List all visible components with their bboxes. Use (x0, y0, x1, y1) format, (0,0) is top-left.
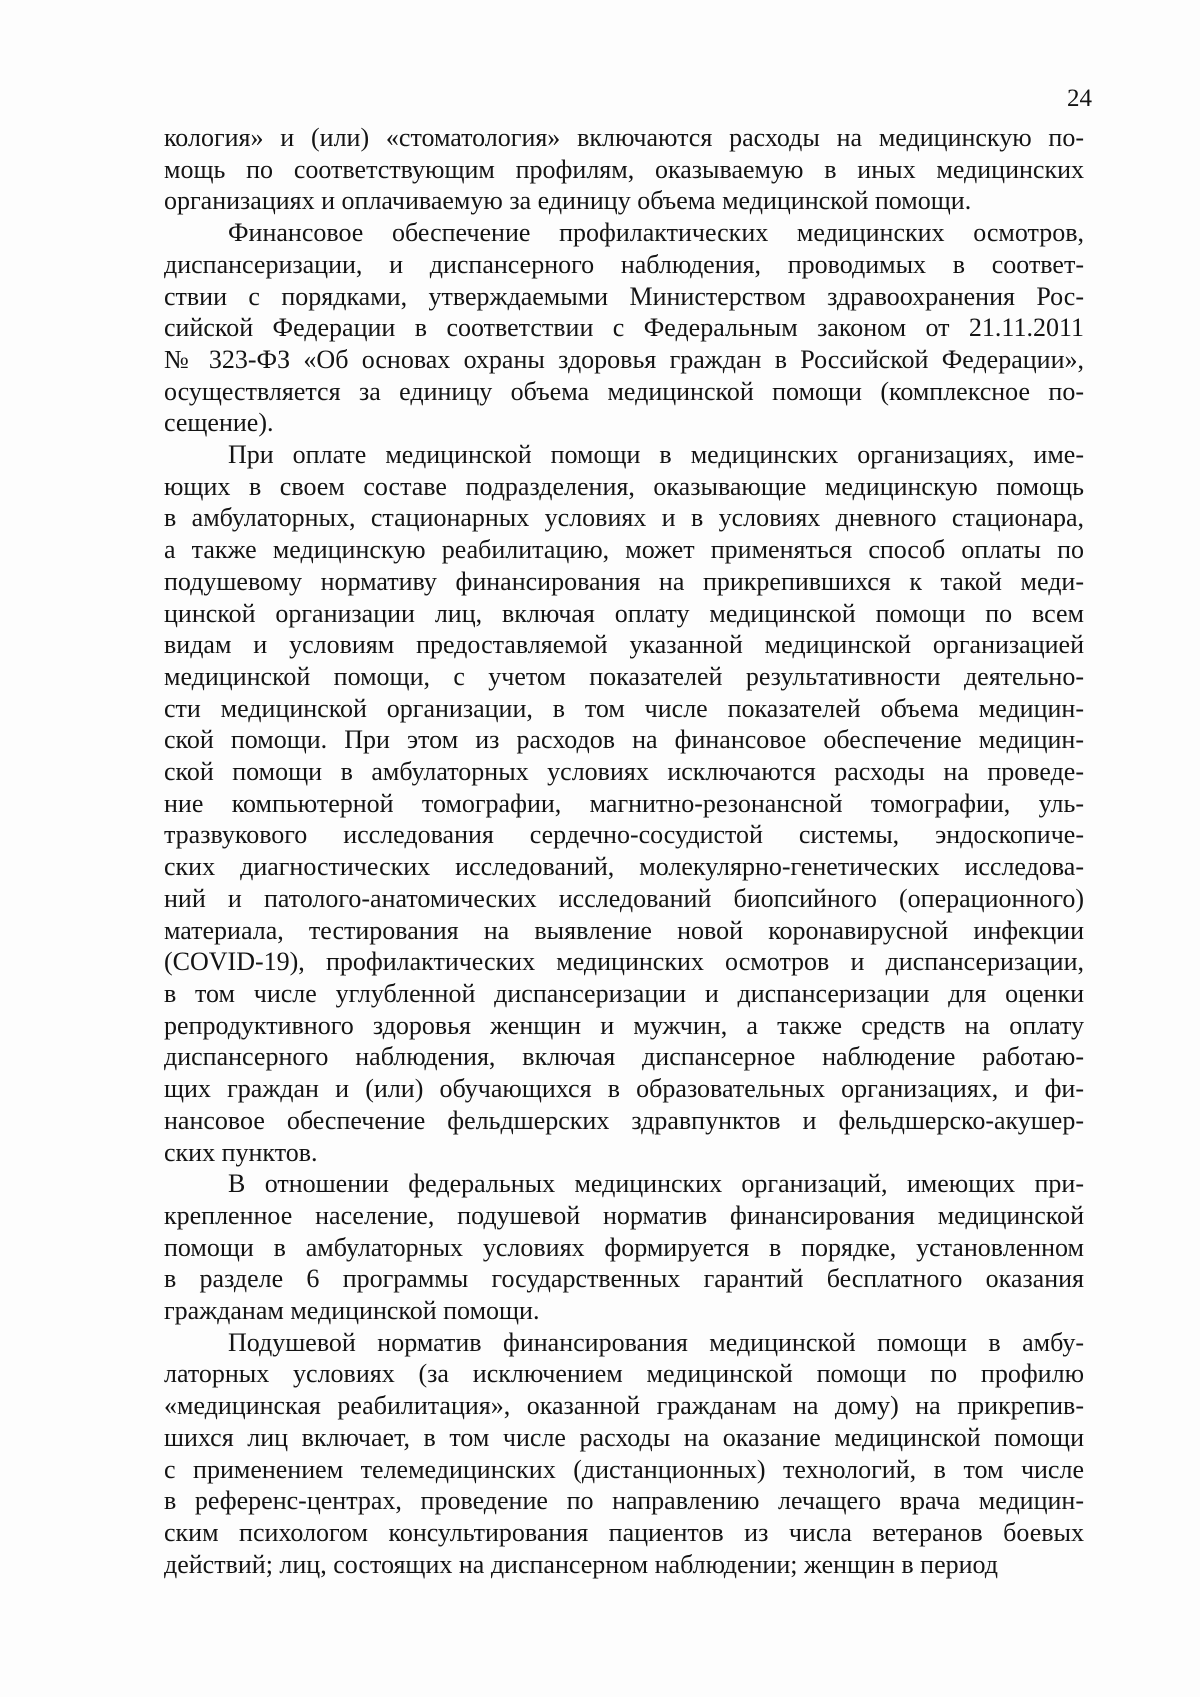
document-body (164, 122, 1084, 1580)
text-line: ний и патолого-анатомических исследований биопсийного (операционного) (164, 883, 1084, 913)
text-line: помощи в амбулаторных условиях формируется в порядке, установленном (164, 1232, 1084, 1262)
text-line: Финансовое обеспечение профилактических медицинских осмотров, (228, 218, 1084, 248)
text-line: гражданам медицинской помощи. (164, 1296, 540, 1326)
page-number: 24 (1067, 85, 1092, 112)
text-line: организациях и оплачиваемую за единицу объема медицинской помощи. (164, 186, 972, 216)
text-line: сти медицинской организации, в том числе показателей объема медицин- (164, 693, 1084, 723)
text-line: «медицинская реабилитация», оказанной гражданам на дому) на прикрепив- (164, 1391, 1084, 1421)
text-line: тразвукового исследования сердечно-сосудистой системы, эндоскопиче- (164, 820, 1084, 850)
text-line: нансовое обеспечение фельдшерских здравпунктов и фельдшерско-акушер- (164, 1105, 1084, 1135)
text-line: сийской Федерации в соответствии с Федеральным законом от 21.11.2011 (164, 313, 1084, 343)
text-line: в разделе 6 программы государственных гарантий бесплатного оказания (164, 1264, 1084, 1294)
text-line: подушевому нормативу финансирования на прикрепившихся к такой меди- (164, 566, 1084, 596)
text-line: ющих в своем составе подразделения, оказывающие медицинскую помощь (164, 471, 1084, 501)
text-line: диспансерного наблюдения, включая диспансерное наблюдение работаю- (164, 1042, 1084, 1072)
text-line: действий; лиц, состоящих на диспансерном наблюдении; женщин в период (164, 1549, 999, 1579)
text-line: в том числе углубленной диспансеризации и диспансеризации для оценки (164, 978, 1084, 1008)
text-line: щих граждан и (или) обучающихся в образовательных организациях, и фи- (164, 1074, 1084, 1104)
text-line: В отношении федеральных медицинских организаций, имеющих при- (228, 1169, 1084, 1199)
text-line: кология» и (или) «стоматология» включаются расходы на медицинскую по- (164, 123, 1084, 152)
text-line: При оплате медицинской помощи в медицинских организациях, име- (228, 440, 1084, 470)
text-line: (COVID-19), профилактических медицинских осмотров и диспансеризации, (164, 947, 1084, 977)
text-line: а также медицинскую реабилитацию, может применяться способ оплаты по (164, 535, 1084, 565)
text-line: ской помощи. При этом из расходов на финансовое обеспечение медицин- (164, 725, 1084, 755)
text-line: репродуктивного здоровья женщин и мужчин, а также средств на оплату (164, 1010, 1084, 1040)
text-line: материала, тестирования на выявление новой коронавирусной инфекции (164, 915, 1084, 945)
text-line: ским психологом консультирования пациентов из числа ветеранов боевых (164, 1517, 1084, 1547)
text-line: латорных условиях (за исключением медицинской помощи по профилю (164, 1359, 1084, 1389)
text-line: ние компьютерной томографии, магнитно-резонансной томографии, уль- (164, 788, 1084, 818)
text-line: видам и условиям предоставляемой указанной медицинской организацией (164, 630, 1084, 660)
text-line: ских диагностических исследований, молекулярно-генетических исследова- (164, 852, 1084, 882)
paragraph (164, 1327, 1084, 1581)
text-line: с применением телемедицинских (дистанционных) технологий, в том числе (164, 1454, 1084, 1484)
text-line: шихся лиц включает, в том числе расходы на оказание медицинской помощи (164, 1422, 1084, 1452)
paragraph (164, 217, 1084, 439)
text-line: медицинской помощи, с учетом показателей результативности деятельно- (164, 661, 1084, 691)
paragraph (164, 439, 1084, 1168)
text-line: в амбулаторных, стационарных условиях и в условиях дневного стационара, (164, 503, 1084, 533)
text-line: крепленное население, подушевой норматив финансирования медицинской (164, 1200, 1084, 1230)
text-line: осуществляется за единицу объема медицинской помощи (комплексное по- (164, 376, 1084, 406)
text-line: ской помощи в амбулаторных условиях исключаются расходы на проведе- (164, 757, 1084, 787)
text-line: ских пунктов. (164, 1137, 318, 1167)
text-line: цинской организации лиц, включая оплату медицинской помощи по всем (164, 598, 1084, 628)
text-line: сещение). (164, 408, 274, 438)
text-line: № 323-ФЗ «Об основах охраны здоровья граждан в Российской Федерации», (164, 344, 1084, 374)
text-line: в референс-центрах, проведение по направлению лечащего врача медицин- (164, 1486, 1084, 1516)
paragraph (164, 1168, 1084, 1327)
text-line: ствии с порядками, утверждаемыми Министерством здравоохранения Рос- (164, 281, 1084, 311)
text-line: мощь по соответствующим профилям, оказываемую в иных медицинских (164, 154, 1084, 184)
paragraph (164, 122, 1084, 217)
text-line: диспансеризации, и диспансерного наблюдения, проводимых в соответ- (164, 249, 1084, 279)
text-line: Подушевой норматив финансирования медицинской помощи в амбу- (228, 1327, 1084, 1357)
